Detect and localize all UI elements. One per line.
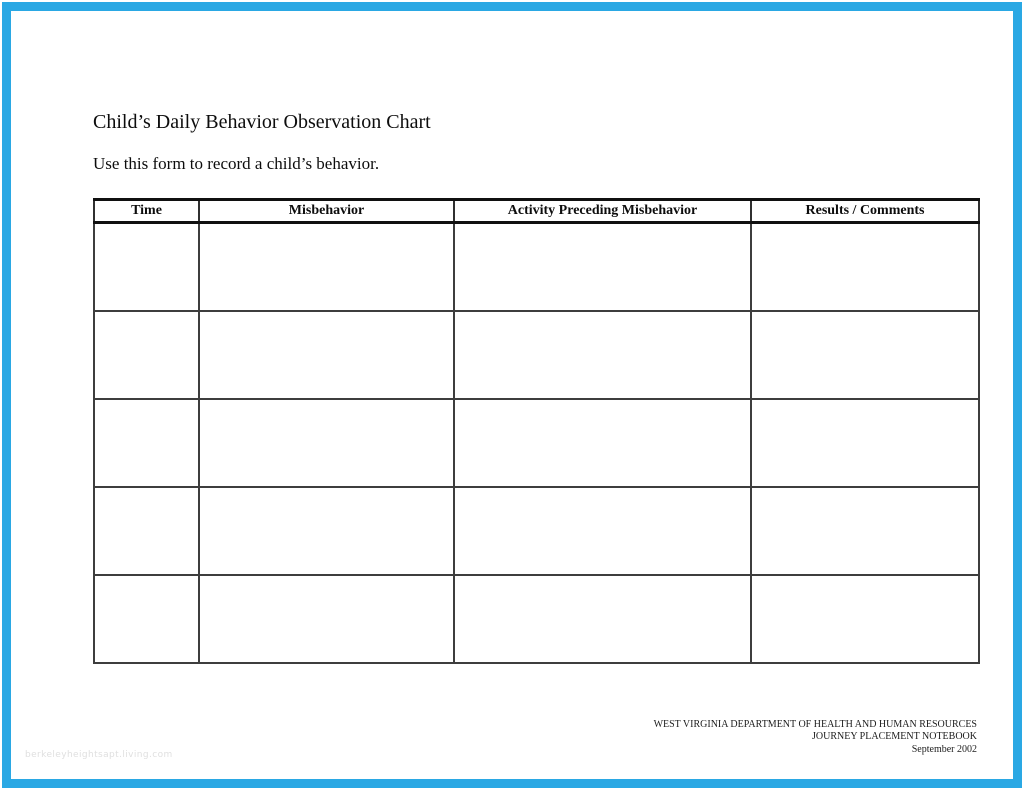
instruction-text: Use this form to record a child’s behavior.: [93, 154, 380, 173]
table-cell: [94, 311, 199, 399]
table-row: [94, 575, 979, 663]
table-cell: [94, 575, 199, 663]
table-row: [94, 311, 979, 399]
table-cell: [94, 399, 199, 487]
table-cell: [454, 399, 751, 487]
table-cell: [199, 487, 454, 575]
table-body: [94, 223, 979, 664]
table-cell: [199, 399, 454, 487]
behavior-observation-table: [93, 198, 980, 664]
table-cell: [199, 311, 454, 399]
column-header-activity-preceding: Activity Preceding Misbehavior: [454, 200, 751, 223]
table-header-row: [94, 200, 979, 223]
table-row: [94, 223, 979, 312]
footer-organization: WEST VIRGINIA DEPARTMENT OF HEALTH AND HUMAN RESOURCES: [653, 719, 977, 730]
column-header-time: Time: [94, 200, 199, 223]
table-cell: [751, 311, 979, 399]
footer: [654, 719, 977, 756]
table-cell: [199, 223, 454, 312]
table-cell: [454, 223, 751, 312]
table-cell: [94, 223, 199, 312]
table-cell: [454, 311, 751, 399]
table-cell: [751, 487, 979, 575]
table-cell: [94, 487, 199, 575]
column-header-misbehavior: Misbehavior: [199, 200, 454, 223]
table-row: [94, 399, 979, 487]
table-cell: [751, 399, 979, 487]
table-cell: [454, 575, 751, 663]
table-row: [94, 487, 979, 575]
footer-date: September 2002: [911, 743, 977, 755]
footer-notebook: JOURNEY PLACEMENT NOTEBOOK: [812, 731, 977, 743]
watermark-text: berkeleyheightsapt.living.com: [25, 750, 173, 760]
table-cell: [751, 575, 979, 663]
column-header-results-comments: Results / Comments: [751, 200, 979, 223]
table-cell: [454, 487, 751, 575]
page-title: Child’s Daily Behavior Observation Chart: [93, 111, 431, 133]
table-cell: [199, 575, 454, 663]
table-cell: [751, 223, 979, 312]
